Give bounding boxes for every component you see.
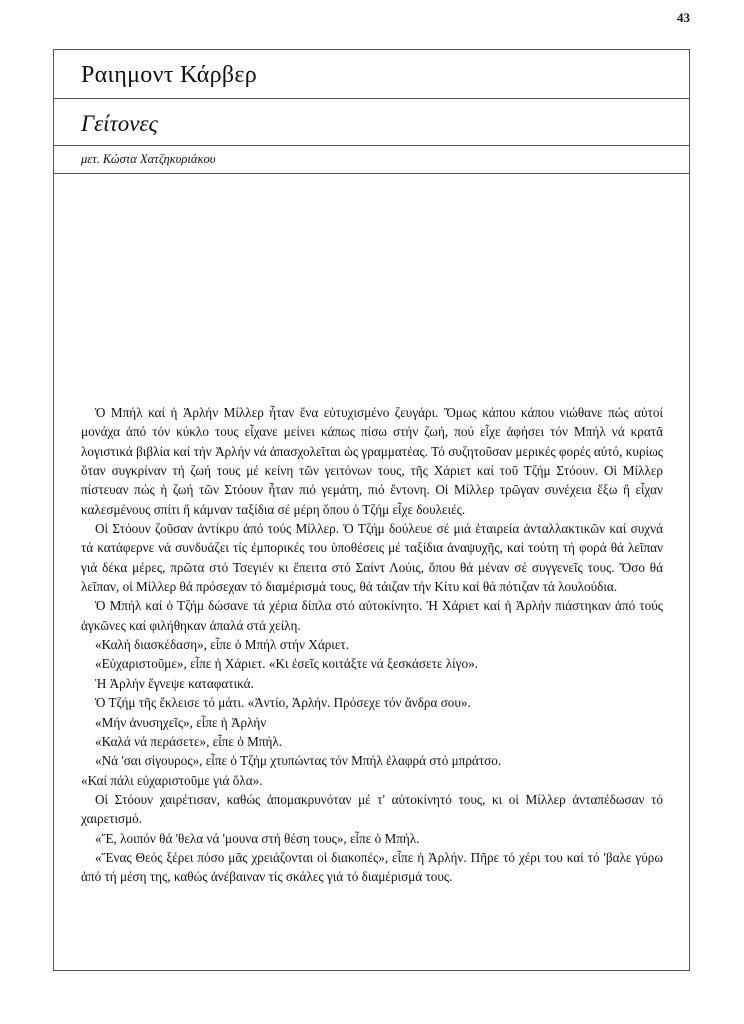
divider-line xyxy=(54,173,689,174)
story-paragraph: «Ἕνας Θεός ξέρει πόσο μᾶς χρειάζονται οἱ διακοπές», εἶπε ἡ Ἀρλήν. Πῆρε τό χέρι του καί τό 'βαλε γύρω ἀπό τή μέση της, καθώς ἀνέβαιναν τίς σκάλες γιά τό διαμέρισμά τους. xyxy=(81,849,663,885)
story-paragraph: «Μήν ἀνυσηχεῖς», εἶπε ἡ Ἀρλήν xyxy=(95,714,267,730)
story-paragraph: Οἱ Στόουν ζοῦσαν ἀντίκρυ ἀπό τούς Μίλλερ. Ὁ Τζήμ δούλευε σέ μιά ἑταιρεία ἀνταλλακτικῶν καί συχνά τά κατάφερνε νά συνδυάζει τίς ἐμπορικές του ὑποθέσεις μέ ταξίδια ἀναψυχῆς, καί τούτη τή φορά θά λεῖπαν γιά δέκα μέρες, πρῶτα στό Τσεγιέν κι ἔπειτα στό Σαίντ Λούις, ὅπου θά μέναν σέ συγγενεῖς τους. Ὅσο θά λεῖπαν, οἱ Μίλλερ θά πρόσεχαν τό διαμέρισμά τους, θά τάιζαν τήν Κίτυ καί θά πότιζαν τά λουλούδια. xyxy=(81,521,663,595)
story-title: Γείτονες xyxy=(81,111,158,136)
story-paragraph: «Εὐχαριστοῦμε», εἶπε ἡ Χάριετ. «Κι ἐσεῖς κοιτάξτε νά ξεσκάσετε λίγο». xyxy=(95,656,478,672)
story-paragraph: «Ἔ, λοιπόν θά 'θελα νά 'μουνα στή θέση τους», εἶπε ὁ Μπήλ. xyxy=(95,830,420,846)
story-body xyxy=(81,403,663,887)
story-paragraph: «Καλά νά περάσετε», εἶπε ὁ Μπήλ. xyxy=(95,733,283,749)
story-paragraph: Ὁ Μπήλ καί ἡ Ἀρλήν Μίλλερ ἦταν ἕνα εὐτυχισμένο ζευγάρι. Ὅμως κάπου κάπου νιώθανε πώς αὐτοί μονάχα ἀπό τόν κύκλο τους εἶχανε μείνει κάπως πίσω στήν ζωή, πού εἶχε ἀφήσει τόν Μπήλ νά κρατᾶ λογιστικά βιβλία καί τήν Ἀρλήν νά ἀπασχολεῖται ὡς γραμματέας. Τό συζητοῦσαν μερικές φορές αὐτό, κυρίως ὅταν συγκρίναν τή ζωή τους μέ κείνη τῶν γειτόνων τους, τῆς Χάριετ καί τοῦ Τζήμ Στόουν. Οἱ Μίλλερ πίστευαν πώς ἡ ζωή τῶν Στόουν ἦταν πιό γεμάτη, πιό ἔντονη. Οἱ Μίλλερ τρῶγαν συνέχεια ἔξω ἤ εἶχαν καλεσμένους σπίτι ἤ κάμναν ταξίδια σέ μέρη ὅπου ὁ Τζήμ εἶχε δουλειές. xyxy=(81,405,663,517)
page-number: 43 xyxy=(677,10,690,25)
story-paragraph: Οἱ Στόουν χαιρέτισαν, καθώς ἀπομακρυνόταν μέ τ' αὐτοκίνητό τους, κι οἱ Μίλλερ ἀνταπέδωσαν τό χαιρετισμό. xyxy=(81,791,663,827)
story-paragraph: Ὁ Μπήλ καί ὁ Τζήμ δώσανε τά χέρια δίπλα στό αὐτοκίνητο. Ἡ Χάριετ καί ἡ Ἀρλήν πιάστηκαν ἀπό τούς ἀγκῶνες καί φιλήθηκαν ἀπαλά στά χείλη. xyxy=(81,598,663,633)
author-name: Ραιημοντ Κάρβερ xyxy=(81,62,258,88)
text-frame xyxy=(53,49,690,971)
story-paragraph: Ὁ Τζήμ τῆς ἔκλεισε τό μάτι. «Ἀντίο, Ἀρλήν. Πρόσεχε τόν ἄνδρα σου». xyxy=(95,695,471,711)
divider-line xyxy=(54,145,689,146)
story-paragraph: «Καί πάλι εὐχαριστοῦμε γιά ὅλα». xyxy=(81,772,263,788)
story-paragraph: Ἡ Ἀρλήν ἔγνεψε καταφατικά. xyxy=(95,675,254,691)
story-paragraph: «Καλή διασκέδαση», εἶπε ὁ Μπήλ στήν Χάριετ. xyxy=(95,637,349,653)
translator-credit: μετ. Κώστα Χατζηκυριάκου xyxy=(81,152,216,166)
divider-line xyxy=(54,98,689,99)
story-paragraph: «Νά 'σαι σίγουρος», εἶπε ὁ Τζήμ χτυπώντας τόν Μπήλ ἐλαφρά στό μπράτσο. xyxy=(95,753,502,769)
